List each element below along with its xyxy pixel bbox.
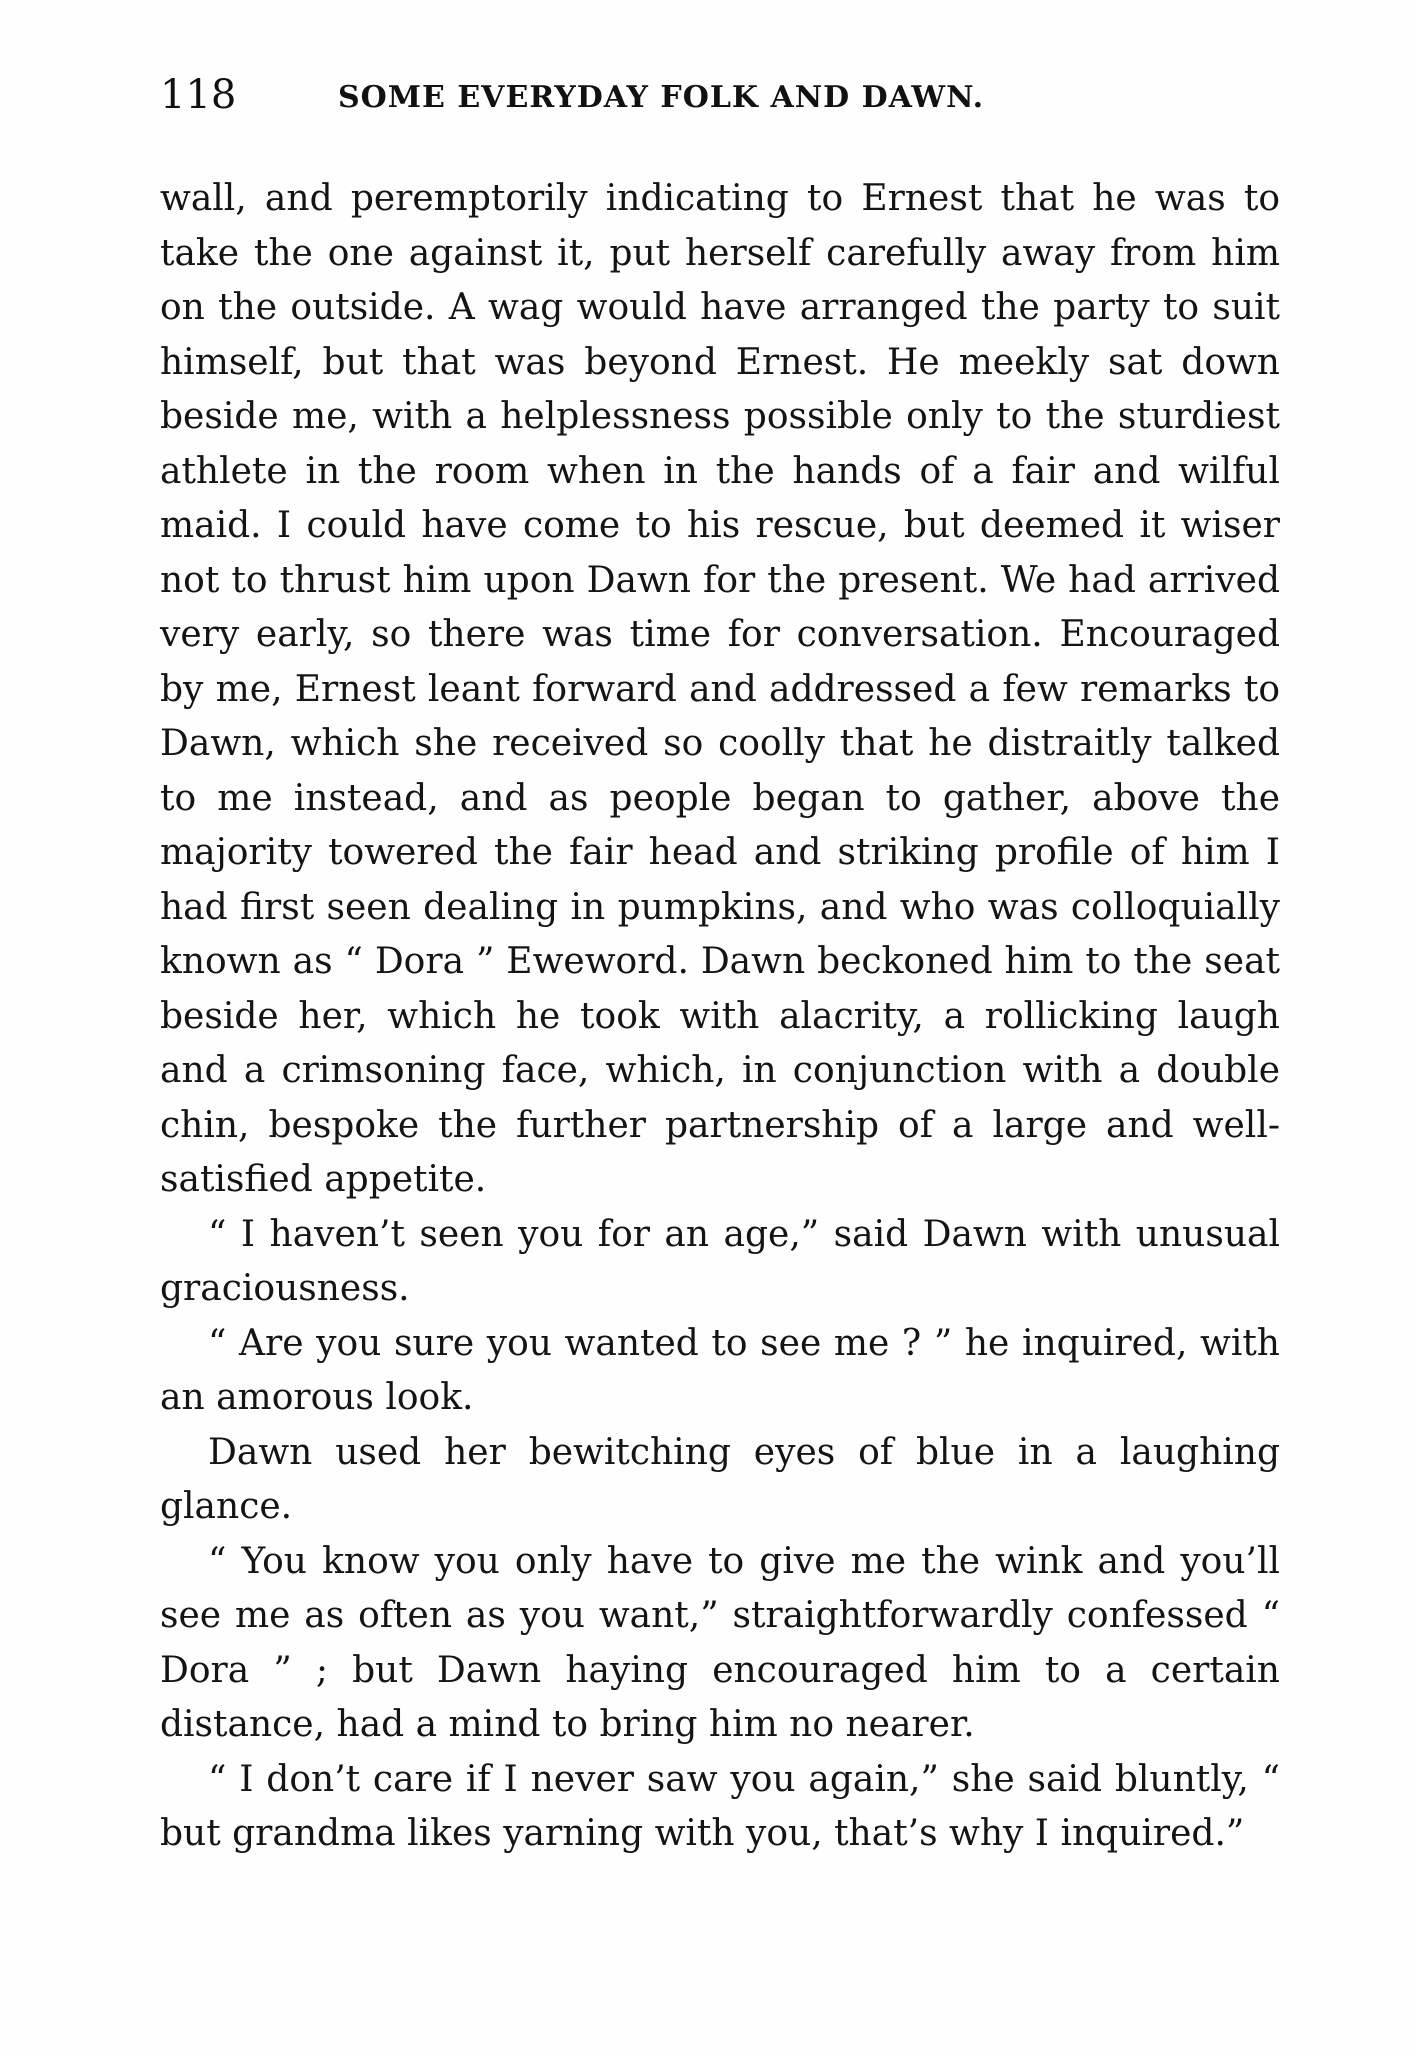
paragraph-continued: wall, and peremptorily indicating to Ernest that he was to take the one against it, put herself carefully away from him on the outside. A wag would have arranged the party to suit himself, but that was beyond Ernest. He meekly sat down beside me, with a helplessness possible only to the sturdiest athlete in the room when in the hands of a fair and wilful maid. I could have come to his rescue, but deemed it wiser not to thrust him upon Dawn for the present. We had arrived very early, so there was time for conversation. Encouraged by me, Ernest leant forward and addressed a few remarks to Dawn, which she received so coolly that he distraitly talked to me instead, and as people began to gather, above the majority towered the fair head and striking profile of him I had first seen dealing in pumpkins, and who was colloquially known as “ Dora ” Eweword. Dawn beckoned him to the seat beside her, which he took with alacrity, a rollicking laugh and a crimsoning face, which, in conjunction with a double chin, bespoke the further partnership of a large and well-satisfied appetite. (160, 178, 1280, 1200)
page-number: 118 (160, 72, 237, 118)
paragraph-dialogue: “ I haven’t seen you for an age,” said Dawn with unusual graciousness. (160, 1213, 1280, 1309)
body-text (160, 172, 1280, 1862)
book-title: SOME EVERYDAY FOLK AND DAWN. (338, 80, 985, 115)
paragraph: Dawn used her bewitching eyes of blue in a laughing glance. (160, 1431, 1280, 1527)
paragraph-dialogue: “ Are you sure you wanted to see me ? ” he inquired, with an amorous look. (160, 1322, 1280, 1418)
paragraph-dialogue: “ You know you only have to give me the wink and you’ll see me as often as you want,” straightforwardly confessed “ Dora ” ; but Dawn haying encouraged him to a certain distance, had a mind to bring him no nearer. (160, 1540, 1280, 1745)
running-head (160, 72, 1280, 132)
paragraph-dialogue: “ I don’t care if I never saw you again,” she said bluntly, “ but grandma likes yarning with you, that’s why I inquired.” (160, 1758, 1280, 1854)
